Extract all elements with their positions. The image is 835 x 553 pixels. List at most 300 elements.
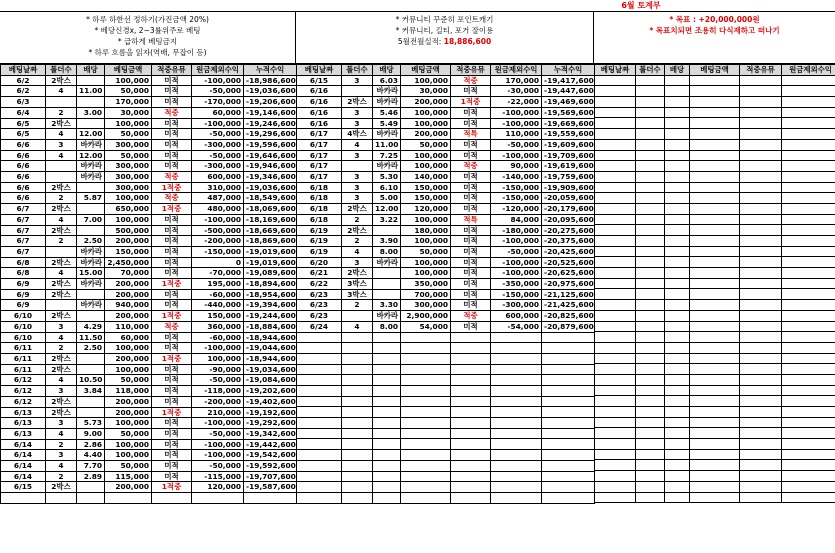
odds-cell[interactable] (665, 492, 690, 503)
folder-cell[interactable]: 3 (342, 172, 373, 183)
hit-cell[interactable] (740, 257, 782, 268)
amount-cell[interactable]: 100,000 (401, 107, 451, 118)
profit-cell[interactable]: -100,000 (491, 118, 542, 129)
profit-cell[interactable] (782, 332, 835, 343)
odds-cell[interactable] (77, 204, 105, 215)
profit-cell[interactable] (782, 171, 835, 182)
odds-cell[interactable] (665, 289, 690, 300)
hit-cell[interactable]: 미적 (152, 289, 192, 300)
date-cell[interactable]: 6/14 (1, 439, 46, 450)
folder-cell[interactable] (636, 342, 665, 353)
hit-cell[interactable]: 미적 (152, 161, 192, 172)
profit-cell[interactable] (782, 407, 835, 418)
folder-cell[interactable]: 3 (46, 450, 77, 461)
profit-cell[interactable] (782, 161, 835, 172)
folder-cell[interactable]: 4 (46, 428, 77, 439)
profit-cell[interactable] (782, 193, 835, 204)
profit-cell[interactable] (491, 396, 542, 407)
cumulative-cell[interactable]: -19,296,600 (244, 129, 297, 140)
odds-cell[interactable] (373, 289, 401, 300)
amount-cell[interactable] (690, 203, 740, 214)
amount-cell[interactable] (401, 460, 451, 471)
profit-cell[interactable]: 170,000 (491, 75, 542, 86)
cumulative-cell[interactable] (542, 428, 595, 439)
hit-cell[interactable]: 1적중 (152, 204, 192, 215)
amount-cell[interactable]: 30,000 (401, 86, 451, 97)
cumulative-cell[interactable] (542, 364, 595, 375)
profit-cell[interactable]: -100,000 (192, 343, 244, 354)
cumulative-cell[interactable] (542, 407, 595, 418)
hit-cell[interactable]: 미적 (152, 343, 192, 354)
odds-cell[interactable]: 7.00 (77, 214, 105, 225)
hit-cell[interactable] (740, 481, 782, 492)
hit-cell[interactable] (451, 460, 491, 471)
profit-cell[interactable]: -100,000 (192, 75, 244, 86)
folder-cell[interactable] (636, 236, 665, 247)
profit-cell[interactable]: 60,000 (192, 107, 244, 118)
amount-cell[interactable] (401, 482, 451, 493)
cumulative-cell[interactable]: -20,825,600 (542, 311, 595, 322)
profit-cell[interactable] (782, 278, 835, 289)
profit-cell[interactable]: -200,000 (192, 396, 244, 407)
odds-cell[interactable] (665, 460, 690, 471)
hit-cell[interactable]: 미적 (152, 418, 192, 429)
folder-cell[interactable] (636, 364, 665, 375)
folder-cell[interactable] (636, 332, 665, 343)
odds-cell[interactable] (665, 203, 690, 214)
date-cell[interactable]: 6/23 (297, 300, 342, 311)
amount-cell[interactable]: 200,000 (105, 396, 152, 407)
amount-cell[interactable] (690, 289, 740, 300)
hit-cell[interactable]: 미적 (451, 172, 491, 183)
profit-cell[interactable] (782, 268, 835, 279)
folder-cell[interactable]: 3 (46, 418, 77, 429)
odds-cell[interactable] (77, 75, 105, 86)
amount-cell[interactable]: 180,000 (401, 225, 451, 236)
hit-cell[interactable] (740, 396, 782, 407)
folder-cell[interactable] (636, 407, 665, 418)
profit-cell[interactable] (491, 332, 542, 343)
hit-cell[interactable] (740, 171, 782, 182)
odds-cell[interactable]: 4.29 (77, 321, 105, 332)
folder-cell[interactable]: 2박스 (46, 364, 77, 375)
hit-cell[interactable] (740, 471, 782, 482)
odds-cell[interactable] (373, 343, 401, 354)
profit-cell[interactable] (491, 492, 542, 503)
profit-cell[interactable] (782, 107, 835, 118)
amount-cell[interactable]: 300,000 (105, 182, 152, 193)
column-header[interactable]: 베팅금액 (105, 65, 152, 76)
folder-cell[interactable]: 2박스 (46, 279, 77, 290)
profit-cell[interactable] (782, 428, 835, 439)
amount-cell[interactable] (690, 246, 740, 257)
folder-cell[interactable] (636, 439, 665, 450)
amount-cell[interactable]: 500,000 (105, 225, 152, 236)
amount-cell[interactable] (401, 450, 451, 461)
odds-cell[interactable] (665, 86, 690, 97)
cumulative-cell[interactable]: -21,425,600 (542, 300, 595, 311)
date-cell[interactable] (595, 86, 636, 97)
folder-cell[interactable] (342, 343, 373, 354)
amount-cell[interactable]: 2,450,000 (105, 257, 152, 268)
hit-cell[interactable]: 미적 (152, 332, 192, 343)
amount-cell[interactable]: 118,000 (105, 386, 152, 397)
folder-cell[interactable]: 2 (46, 193, 77, 204)
hit-cell[interactable] (740, 460, 782, 471)
profit-cell[interactable]: 600,000 (491, 311, 542, 322)
profit-cell[interactable] (491, 353, 542, 364)
odds-cell[interactable] (373, 418, 401, 429)
folder-cell[interactable]: 3 (342, 75, 373, 86)
date-cell[interactable]: 6/9 (1, 279, 46, 290)
amount-cell[interactable]: 50,000 (105, 461, 152, 472)
profit-cell[interactable] (491, 375, 542, 386)
cumulative-cell[interactable]: -18,944,600 (244, 332, 297, 343)
date-cell[interactable]: 6/20 (297, 257, 342, 268)
folder-cell[interactable] (636, 374, 665, 385)
odds-cell[interactable]: 바카라 (373, 97, 401, 108)
hit-cell[interactable]: 적중 (152, 321, 192, 332)
cumulative-cell[interactable]: -20,525,600 (542, 257, 595, 268)
odds-cell[interactable] (665, 225, 690, 236)
date-cell[interactable]: 6/13 (1, 407, 46, 418)
odds-cell[interactable] (373, 396, 401, 407)
amount-cell[interactable]: 200,000 (105, 311, 152, 322)
amount-cell[interactable]: 200,000 (105, 236, 152, 247)
hit-cell[interactable] (740, 353, 782, 364)
cumulative-cell[interactable]: -20,095,600 (542, 214, 595, 225)
amount-cell[interactable]: 30,000 (105, 107, 152, 118)
profit-cell[interactable]: 90,000 (491, 161, 542, 172)
odds-cell[interactable] (665, 75, 690, 86)
odds-cell[interactable] (665, 449, 690, 460)
hit-cell[interactable]: 1적중 (152, 407, 192, 418)
odds-cell[interactable] (373, 482, 401, 493)
odds-cell[interactable] (373, 460, 401, 471)
folder-cell[interactable]: 3 (342, 118, 373, 129)
amount-cell[interactable]: 170,000 (105, 97, 152, 108)
date-cell[interactable] (1, 493, 46, 504)
profit-cell[interactable]: -50,000 (192, 375, 244, 386)
amount-cell[interactable]: 100,000 (401, 161, 451, 172)
hit-cell[interactable]: 적특 (451, 214, 491, 225)
odds-cell[interactable] (665, 428, 690, 439)
folder-cell[interactable] (46, 161, 77, 172)
cumulative-cell[interactable] (542, 471, 595, 482)
folder-cell[interactable] (636, 300, 665, 311)
amount-cell[interactable] (690, 364, 740, 375)
profit-cell[interactable]: -440,000 (192, 300, 244, 311)
odds-cell[interactable]: 2.50 (77, 343, 105, 354)
date-cell[interactable] (595, 460, 636, 471)
profit-cell[interactable] (782, 481, 835, 492)
hit-cell[interactable]: 미적 (152, 214, 192, 225)
date-cell[interactable]: 6/2 (1, 75, 46, 86)
column-header[interactable]: 베팅금액 (690, 65, 740, 76)
date-cell[interactable]: 6/7 (1, 236, 46, 247)
folder-cell[interactable] (342, 482, 373, 493)
folder-cell[interactable] (636, 428, 665, 439)
profit-cell[interactable]: -100,000 (491, 107, 542, 118)
amount-cell[interactable]: 100,000 (105, 193, 152, 204)
amount-cell[interactable]: 100,000 (401, 118, 451, 129)
folder-cell[interactable]: 2박스 (46, 75, 77, 86)
folder-cell[interactable] (342, 492, 373, 503)
cumulative-cell[interactable]: -19,246,600 (244, 118, 297, 129)
folder-cell[interactable]: 2박스 (46, 482, 77, 493)
hit-cell[interactable]: 미적 (451, 225, 491, 236)
date-cell[interactable] (595, 161, 636, 172)
amount-cell[interactable]: 50,000 (105, 428, 152, 439)
hit-cell[interactable]: 적특 (451, 129, 491, 140)
amount-cell[interactable] (690, 321, 740, 332)
date-cell[interactable] (595, 268, 636, 279)
hit-cell[interactable]: 미적 (451, 182, 491, 193)
hit-cell[interactable]: 미적 (451, 150, 491, 161)
profit-cell[interactable] (491, 482, 542, 493)
amount-cell[interactable] (401, 386, 451, 397)
odds-cell[interactable] (665, 129, 690, 140)
profit-cell[interactable]: -100,000 (192, 450, 244, 461)
cumulative-cell[interactable]: -19,447,600 (542, 86, 595, 97)
column-header[interactable]: 적중유뮤 (740, 65, 782, 76)
date-cell[interactable] (595, 150, 636, 161)
folder-cell[interactable] (636, 289, 665, 300)
profit-cell[interactable] (491, 460, 542, 471)
folder-cell[interactable] (342, 311, 373, 322)
profit-cell[interactable]: -200,000 (192, 236, 244, 247)
profit-cell[interactable] (782, 374, 835, 385)
folder-cell[interactable] (636, 107, 665, 118)
profit-cell[interactable] (782, 364, 835, 375)
odds-cell[interactable]: 3.84 (77, 386, 105, 397)
date-cell[interactable]: 6/24 (297, 321, 342, 332)
cumulative-cell[interactable]: -19,417,600 (542, 75, 595, 86)
column-header[interactable]: 배당 (373, 65, 401, 76)
profit-cell[interactable]: -50,000 (192, 461, 244, 472)
odds-cell[interactable] (665, 161, 690, 172)
amount-cell[interactable] (690, 97, 740, 108)
profit-cell[interactable]: -100,000 (491, 150, 542, 161)
cumulative-cell[interactable] (542, 460, 595, 471)
hit-cell[interactable]: 미적 (451, 279, 491, 290)
amount-cell[interactable]: 100,000 (105, 343, 152, 354)
hit-cell[interactable] (740, 182, 782, 193)
odds-cell[interactable] (665, 374, 690, 385)
hit-cell[interactable]: 1적중 (152, 279, 192, 290)
date-cell[interactable]: 6/6 (1, 139, 46, 150)
odds-cell[interactable] (665, 342, 690, 353)
profit-cell[interactable]: -140,000 (491, 172, 542, 183)
folder-cell[interactable] (342, 86, 373, 97)
date-cell[interactable]: 6/17 (297, 139, 342, 150)
amount-cell[interactable]: 150,000 (401, 193, 451, 204)
odds-cell[interactable]: 12.00 (77, 150, 105, 161)
folder-cell[interactable] (636, 460, 665, 471)
cumulative-cell[interactable]: -19,034,600 (244, 364, 297, 375)
odds-cell[interactable] (665, 182, 690, 193)
hit-cell[interactable] (740, 214, 782, 225)
date-cell[interactable] (595, 246, 636, 257)
folder-cell[interactable]: 2 (46, 439, 77, 450)
date-cell[interactable] (595, 257, 636, 268)
hit-cell[interactable]: 1적중 (451, 97, 491, 108)
date-cell[interactable]: 6/10 (1, 311, 46, 322)
profit-cell[interactable] (192, 493, 244, 504)
hit-cell[interactable] (740, 289, 782, 300)
date-cell[interactable]: 6/14 (1, 471, 46, 482)
date-cell[interactable] (595, 396, 636, 407)
date-cell[interactable] (595, 203, 636, 214)
folder-cell[interactable]: 3 (46, 139, 77, 150)
profit-cell[interactable] (782, 182, 835, 193)
odds-cell[interactable]: 8.00 (373, 321, 401, 332)
date-cell[interactable] (297, 482, 342, 493)
date-cell[interactable]: 6/10 (1, 332, 46, 343)
amount-cell[interactable] (105, 493, 152, 504)
amount-cell[interactable] (690, 278, 740, 289)
amount-cell[interactable]: 300,000 (105, 139, 152, 150)
odds-cell[interactable] (77, 118, 105, 129)
folder-cell[interactable] (46, 246, 77, 257)
cumulative-cell[interactable]: -19,559,600 (542, 129, 595, 140)
date-cell[interactable]: 6/16 (297, 97, 342, 108)
cumulative-cell[interactable] (542, 418, 595, 429)
folder-cell[interactable] (636, 396, 665, 407)
cumulative-cell[interactable]: -20,275,600 (542, 225, 595, 236)
column-header[interactable]: 배당 (665, 65, 690, 76)
amount-cell[interactable] (690, 385, 740, 396)
folder-cell[interactable]: 4 (46, 268, 77, 279)
amount-cell[interactable]: 100,000 (105, 418, 152, 429)
folder-cell[interactable] (636, 310, 665, 321)
hit-cell[interactable]: 미적 (152, 439, 192, 450)
odds-cell[interactable]: 3.90 (373, 236, 401, 247)
folder-cell[interactable]: 2박스 (46, 182, 77, 193)
date-cell[interactable] (595, 471, 636, 482)
hit-cell[interactable] (740, 278, 782, 289)
profit-cell[interactable]: -54,000 (491, 321, 542, 332)
folder-cell[interactable]: 2박스 (46, 118, 77, 129)
cumulative-cell[interactable]: -19,244,600 (244, 311, 297, 322)
date-cell[interactable]: 6/19 (297, 225, 342, 236)
cumulative-cell[interactable] (542, 343, 595, 354)
date-cell[interactable]: 6/5 (1, 118, 46, 129)
amount-cell[interactable] (690, 428, 740, 439)
profit-cell[interactable]: 0 (192, 257, 244, 268)
profit-cell[interactable]: -60,000 (192, 332, 244, 343)
hit-cell[interactable]: 적중 (451, 161, 491, 172)
hit-cell[interactable]: 미적 (451, 257, 491, 268)
amount-cell[interactable] (690, 182, 740, 193)
hit-cell[interactable]: 미적 (152, 428, 192, 439)
amount-cell[interactable]: 50,000 (105, 86, 152, 97)
amount-cell[interactable] (690, 171, 740, 182)
odds-cell[interactable] (665, 321, 690, 332)
cumulative-cell[interactable]: -19,206,600 (244, 97, 297, 108)
hit-cell[interactable]: 미적 (152, 450, 192, 461)
folder-cell[interactable] (342, 428, 373, 439)
date-cell[interactable]: 6/7 (1, 204, 46, 215)
folder-cell[interactable]: 3 (342, 193, 373, 204)
date-cell[interactable] (297, 343, 342, 354)
cumulative-cell[interactable]: -19,569,600 (542, 107, 595, 118)
folder-cell[interactable] (46, 172, 77, 183)
odds-cell[interactable]: 7.70 (77, 461, 105, 472)
folder-cell[interactable]: 2 (46, 471, 77, 482)
odds-cell[interactable] (373, 353, 401, 364)
odds-cell[interactable] (373, 439, 401, 450)
hit-cell[interactable] (740, 449, 782, 460)
cumulative-cell[interactable] (542, 450, 595, 461)
folder-cell[interactable] (636, 182, 665, 193)
date-cell[interactable] (595, 310, 636, 321)
cumulative-cell[interactable]: -19,292,600 (244, 418, 297, 429)
date-cell[interactable] (595, 171, 636, 182)
amount-cell[interactable] (690, 107, 740, 118)
amount-cell[interactable] (401, 364, 451, 375)
hit-cell[interactable] (451, 482, 491, 493)
hit-cell[interactable]: 적중 (152, 172, 192, 183)
amount-cell[interactable]: 300,000 (105, 172, 152, 183)
folder-cell[interactable] (342, 353, 373, 364)
odds-cell[interactable]: 9.00 (77, 428, 105, 439)
odds-cell[interactable] (665, 171, 690, 182)
cumulative-cell[interactable]: -19,442,600 (244, 439, 297, 450)
profit-cell[interactable]: -150,000 (491, 193, 542, 204)
hit-cell[interactable]: 미적 (152, 257, 192, 268)
amount-cell[interactable]: 50,000 (401, 246, 451, 257)
amount-cell[interactable]: 200,000 (105, 279, 152, 290)
profit-cell[interactable] (782, 257, 835, 268)
folder-cell[interactable] (342, 418, 373, 429)
hit-cell[interactable] (740, 236, 782, 247)
column-header[interactable]: 폴더수 (636, 65, 665, 76)
amount-cell[interactable] (401, 492, 451, 503)
amount-cell[interactable]: 100,000 (401, 150, 451, 161)
date-cell[interactable] (595, 417, 636, 428)
column-header[interactable]: 베팅금액 (401, 65, 451, 76)
date-cell[interactable]: 6/15 (297, 75, 342, 86)
profit-cell[interactable] (782, 75, 835, 86)
folder-cell[interactable]: 3 (342, 107, 373, 118)
amount-cell[interactable]: 200,000 (105, 407, 152, 418)
cumulative-cell[interactable]: -19,542,600 (244, 450, 297, 461)
hit-cell[interactable] (451, 407, 491, 418)
column-header[interactable]: 적중유뮤 (152, 65, 192, 76)
date-cell[interactable] (595, 385, 636, 396)
folder-cell[interactable]: 2 (46, 107, 77, 118)
odds-cell[interactable] (665, 385, 690, 396)
date-cell[interactable]: 6/17 (297, 129, 342, 140)
profit-cell[interactable]: -50,000 (192, 150, 244, 161)
hit-cell[interactable] (740, 310, 782, 321)
odds-cell[interactable]: 11.00 (77, 86, 105, 97)
profit-cell[interactable]: -90,000 (192, 364, 244, 375)
amount-cell[interactable]: 100,000 (401, 75, 451, 86)
date-cell[interactable]: 6/6 (1, 161, 46, 172)
profit-cell[interactable] (782, 417, 835, 428)
amount-cell[interactable] (690, 161, 740, 172)
hit-cell[interactable] (451, 375, 491, 386)
odds-cell[interactable]: 바카라 (373, 86, 401, 97)
folder-cell[interactable]: 3 (46, 321, 77, 332)
folder-cell[interactable]: 2 (342, 236, 373, 247)
amount-cell[interactable]: 300,000 (105, 161, 152, 172)
folder-cell[interactable]: 2 (342, 214, 373, 225)
hit-cell[interactable]: 적중 (451, 311, 491, 322)
amount-cell[interactable]: 200,000 (401, 97, 451, 108)
